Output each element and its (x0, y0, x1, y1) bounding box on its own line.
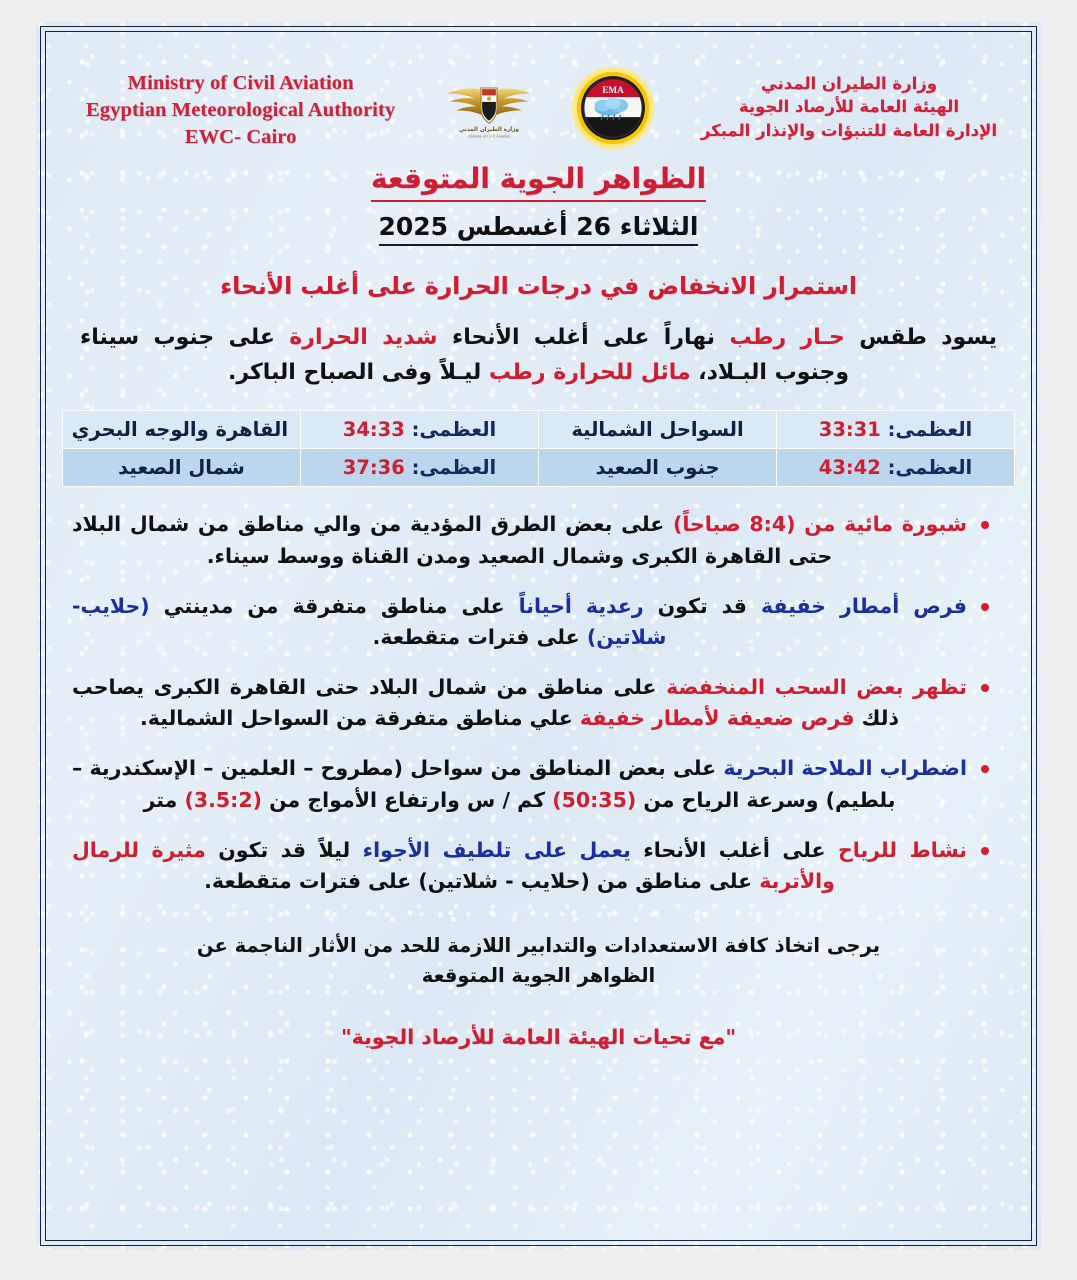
document-content (50, 36, 1027, 1236)
bullet-text-segment: على بعض المناطق من سواحل (مطروح – العلمين – الإسكندرية – بلطيم) وسرعة الرياح من (72, 756, 896, 812)
temp-label: العظمى: (887, 456, 973, 480)
temp-value: 33:31 (818, 418, 881, 442)
temp-label: العظمى: (411, 418, 497, 442)
weather-summary-paragraph (80, 320, 997, 390)
summary-segment-4: شديد الحرارة (289, 325, 438, 351)
closing-line-1: يرجى اتخاذ كافة الاستعدادات والتدابير اللازمة للحد من الأثار الناجمة عن (196, 933, 881, 957)
bullet-text-segment: على فترات متقطعة. (372, 624, 587, 649)
temp-label: العظمى: (411, 456, 497, 480)
arabic-header-line-3: الإدارة العامة للتنبؤات والإنذار المبكر (700, 120, 997, 140)
region-south-upper-egypt: جنوب الصعيد (539, 449, 777, 487)
closing-line-2: الظواهر الجوية المتوقعة (421, 964, 656, 988)
region-north-coasts: السواحل الشمالية (539, 411, 777, 449)
header-logos (441, 62, 655, 150)
list-item (72, 753, 993, 815)
bullet-text-segment: ليلاً قد تكون (205, 837, 363, 862)
table-row (63, 449, 1015, 487)
bullet-text-segment: مثيرة للرمال والأتربة (72, 837, 835, 893)
bullet-text-segment: قد تكون (643, 593, 761, 618)
bullet-text-segment: على بعض الطرق المؤدية من والي مناطق من شمال البلاد حتى القاهرة الكبرى وشمال الصعيد ومدن القناة ووسط سيناء. (72, 512, 833, 568)
english-header-line-1: Ministry of Civil Aviation (127, 72, 354, 94)
temperatures-table (62, 410, 1015, 487)
summary-segment-2: حـار رطب (729, 325, 845, 351)
closing-advisory (170, 931, 907, 991)
arabic-header-line-1: وزارة الطيران المدني (760, 74, 937, 93)
arabic-header-line-2: الهيئة العامة للأرصاد الجوية (738, 97, 959, 117)
bullet-text-segment: اضطراب الملاحة البحرية (723, 756, 967, 781)
english-authority-header (86, 62, 395, 151)
document-title: الظواهر الجوية المتوقعة (371, 161, 706, 201)
svg-text:Ministry of Civil Aviation: Ministry of Civil Aviation (468, 133, 510, 139)
egyptian-meteorological-authority-logo (571, 66, 655, 150)
summary-segment-5: على جنوب سيناء وجنوب البـلاد، (80, 325, 850, 386)
summary-segment-6: مائل للحرارة رطب (488, 360, 691, 386)
ema-logo-text: EMA (602, 84, 624, 95)
list-item (72, 591, 993, 653)
temp-label: العظمى: (887, 418, 973, 442)
forecast-phenomena-list (72, 509, 993, 897)
bullet-text-segment: نشاط للرياح (837, 837, 968, 862)
svg-text:وزارة الطيران المدني: وزارة الطيران المدني (459, 127, 519, 134)
temp-cell-north-upper-egypt (301, 449, 539, 487)
summary-segment-3: نهاراً على أغلب الأنحاء (437, 325, 730, 351)
bullet-text-segment: علي مناطق متفرقة من السواحل الشمالية. (140, 706, 580, 731)
signature-line: "مع تحيات الهيئة العامة للأرصاد الجوية" (341, 1025, 736, 1050)
table-row (63, 411, 1015, 449)
temp-value: 34:33 (342, 418, 405, 442)
list-item (72, 672, 993, 734)
bullet-text-segment: على مناطق من (حلايب - شلاتين) على فترات متقطعة. (204, 868, 760, 893)
temp-cell-cairo-delta (301, 411, 539, 449)
bullet-text-segment: يعمل على تلطيف الأجواء (362, 837, 631, 862)
document-header (50, 36, 1027, 151)
bullet-text-segment: كم / س وارتفاع الأمواج من (261, 787, 553, 812)
summary-segment-1: يسود طقس (844, 325, 997, 351)
bullet-text-segment: تظهر بعض السحب المنخفضة (666, 675, 967, 700)
title-block (50, 161, 1027, 246)
region-cairo-delta: القاهرة والوجه البحري (63, 411, 301, 449)
bullet-text-segment: متر (143, 787, 185, 812)
summary-segment-7: ليـلاً وفى الصباح الباكر. (227, 360, 489, 386)
bullet-text-segment: شبورة مائية من (8:4 صباحاً) (672, 512, 968, 537)
region-north-upper-egypt: شمال الصعيد (63, 449, 301, 487)
document-sheet (36, 22, 1041, 1250)
document-date: الثلاثاء 26 أغسطس 2025 (379, 211, 699, 247)
ministry-of-civil-aviation-wings-logo (441, 72, 537, 144)
temp-value: 37:36 (342, 456, 405, 480)
temp-value: 43:42 (818, 456, 881, 480)
bullet-text-segment: رعدية أحياناً (518, 593, 644, 618)
arabic-authority-header (701, 62, 997, 142)
list-item (72, 835, 993, 897)
english-header-line-2: Egyptian Meteorological Authority (86, 99, 396, 122)
bullet-text-segment: (حلايب- شلاتين) (72, 593, 667, 649)
bullet-text-segment: فرص أمطار خفيفة (760, 593, 967, 618)
bullet-text-segment: على مناطق من شمال البلاد حتى القاهرة الكبرى يصاحب ذلك (72, 675, 899, 731)
bullet-text-segment: على أغلب الأنحاء (630, 837, 838, 862)
list-item (72, 509, 993, 571)
bullet-text-segment: على مناطق متفرقة من مدينتي (149, 593, 519, 618)
bullet-text-segment: (3.5:2) (184, 787, 262, 812)
temp-cell-north-coasts (777, 411, 1015, 449)
bullet-text-segment: فرص ضعيفة لأمطار خفيفة (579, 706, 855, 731)
temp-cell-south-upper-egypt (777, 449, 1015, 487)
bullet-text-segment: (50:35) (552, 787, 637, 812)
english-header-line-3: EWC- Cairo (184, 126, 297, 149)
forecast-headline: استمرار الانخفاض في درجات الحرارة على أغلب الأنحاء (220, 272, 857, 301)
